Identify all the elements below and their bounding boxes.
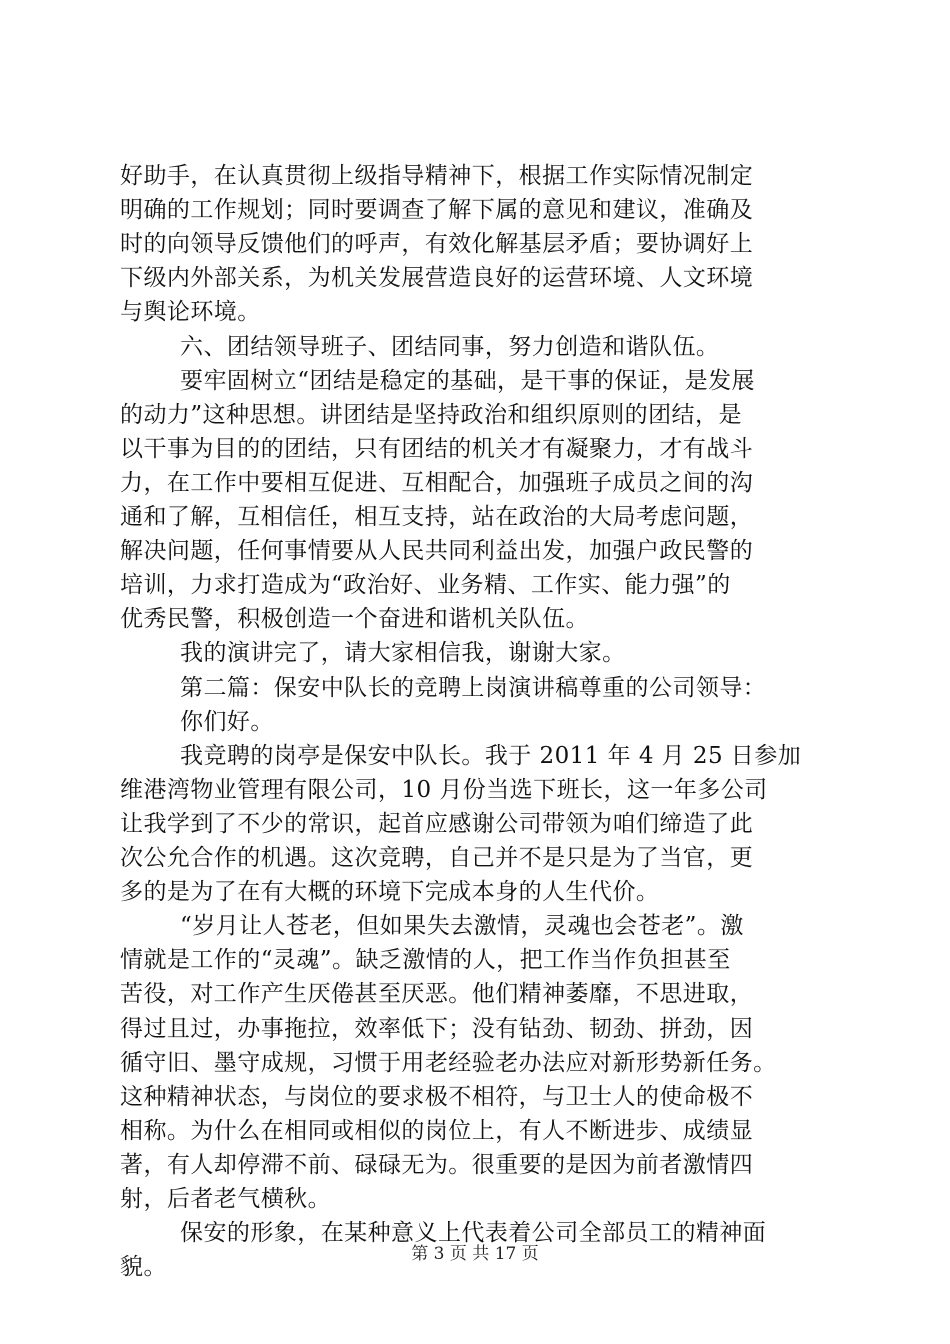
text-line: 循守旧、墨守成规，习惯于用老经验老办法应对新形势新任务。: [120, 1049, 777, 1076]
greeting-line: 你们好。: [180, 708, 274, 735]
text-line: 相称。为什么在相同或相似的岗位上，有人不断进步、成绩显: [120, 1117, 754, 1144]
text-line: 貌。: [120, 1254, 167, 1281]
text-line: 下级内外部关系，为机关发展营造良好的运营环境、人文环境: [120, 265, 754, 292]
text-line: 优秀民警，积极创造一个奋进和谐机关队伍。: [120, 606, 589, 633]
text-line: 与舆论环境。: [120, 299, 261, 326]
text-line: 维港湾物业管理有限公司，10 月份当选下班长，这一年多公司: [120, 776, 768, 803]
text-line: 我的演讲完了，请大家相信我，谢谢大家。: [180, 640, 626, 667]
text-line: 要牢固树立“团结是稳定的基础，是干事的保证，是发展: [180, 367, 756, 394]
text-line: 情就是工作的“灵魂”。缺乏激情的人，把工作当作负担甚至: [120, 947, 731, 974]
text-line: 的动力”这种思想。讲团结是坚持政治和组织原则的团结，是: [120, 401, 742, 428]
text-line: 力，在工作中要相互促进、互相配合，加强班子成员之间的沟: [120, 469, 754, 496]
text-line: 这种精神状态，与岗位的要求极不相符，与卫士人的使命极不: [120, 1083, 754, 1110]
text-line: 明确的工作规划；同时要调查了解下属的意见和建议，准确及: [120, 197, 754, 224]
section-title: 第二篇：保安中队长的竞聘上岗演讲稿尊重的公司领导：: [180, 674, 767, 701]
text-line: 我竞聘的岗亭是保安中队长。我于 2011 年 4 月 25 日参加: [180, 742, 802, 769]
page-number: 第 3 页 共 17 页: [411, 1244, 539, 1264]
text-line: 让我学到了不少的常识，起首应感谢公司带领为咱们缔造了此: [120, 810, 754, 837]
section-heading: 六、团结领导班子、团结同事，努力创造和谐队伍。: [180, 333, 720, 360]
text-line: 保安的形象，在某种意义上代表着公司全部员工的精神面: [180, 1220, 767, 1247]
text-line: 培训，力求打造成为“政治好、业务精、工作实、能力强”的: [120, 572, 731, 599]
text-line: 得过且过，办事拖拉，效率低下；没有钻劲、韧劲、拼劲，因: [120, 1015, 754, 1042]
text-line: 著，有人却停滞不前、碌碌无为。很重要的是因为前者激情四: [120, 1151, 754, 1178]
text-line: 多的是为了在有大概的环境下完成本身的人生代价。: [120, 879, 660, 906]
text-line: 时的向领导反馈他们的呼声，有效化解基层矛盾；要协调好上: [120, 231, 754, 258]
text-line: “岁月让人苍老，但如果失去激情，灵魂也会苍老”。激: [180, 913, 744, 940]
text-line: 以干事为目的的团结，只有团结的机关才有凝聚力，才有战斗: [120, 435, 754, 462]
text-line: 通和了解，互相信任，相互支持，站在政治的大局考虑问题，: [120, 504, 754, 530]
text-line: 解决问题，任何事情要从人民共同利益出发，加强户政民警的: [120, 538, 754, 565]
text-line: 次公允合作的机遇。这次竞聘，自己并不是只是为了当官，更: [120, 845, 754, 871]
text-line: 苦役，对工作产生厌倦甚至厌恶。他们精神萎靡，不思进取，: [120, 981, 754, 1008]
text-line: 好助手，在认真贯彻上级指导精神下，根据工作实际情况制定: [120, 163, 754, 189]
text-line: 射，后者老气横秋。: [120, 1186, 332, 1212]
